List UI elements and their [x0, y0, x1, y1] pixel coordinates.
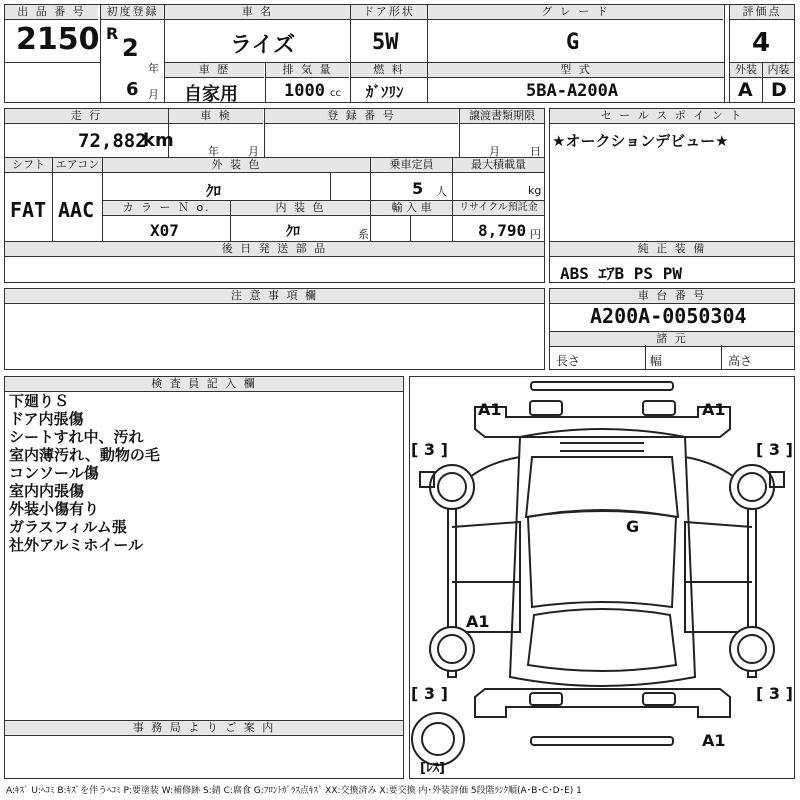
sales-value: ★オークションデビュー★ — [552, 132, 729, 150]
score-label: 評価点 — [730, 5, 794, 20]
max-load-label: 最大積載量 — [453, 158, 544, 173]
year-value: 2 — [122, 34, 139, 62]
ac-value: AAC — [58, 198, 95, 222]
fuel-value: ｶﾞｿﾘﾝ — [366, 83, 404, 101]
inspector-notes — [9, 392, 160, 554]
interior-color-unit: 系 — [358, 228, 369, 241]
displacement-label: 排 気 量 — [266, 63, 349, 78]
shift-value: FAT — [10, 198, 47, 222]
inspector-line: 室内薄汚れ、動物の毛 — [9, 446, 160, 464]
int-value: D — [771, 79, 787, 101]
interior-color-value: ｸﾛ — [286, 224, 300, 240]
capacity-unit: 人 — [436, 185, 447, 198]
transfer-day: 日 — [530, 145, 541, 158]
mileage-label: 走 行 — [5, 109, 168, 124]
height-label: 高さ — [728, 354, 753, 368]
ext-value: A — [738, 79, 753, 101]
diagram-mark: [ 3 ] — [411, 440, 448, 459]
inspection-year: 年 — [208, 145, 219, 158]
inspector-line: 外装小傷有り — [9, 500, 100, 518]
door-value: 5W — [372, 30, 399, 55]
office-label: 事 務 局 よ り ご 案 内 — [5, 721, 403, 736]
lot-value: 2150 — [16, 22, 100, 57]
reg-no-label: 登 録 番 号 — [265, 109, 458, 124]
history-label: 車 歴 — [165, 63, 264, 78]
interior-color-label: 内 装 色 — [231, 201, 370, 216]
inspector-line: シートすれ中、汚れ — [9, 428, 144, 446]
legend: A:ｷｽﾞ U:ﾍｺﾐ B:ｷｽﾞを伴うﾍｺﾐ P:要塗装 W:補修跡 S:錆 C:腐食 G:ﾌﾛﾝﾄｶﾞﾗｽ点ｷｽﾞ XX:交換済み X:要交換 内･外装評価 5段階ﾗﾝｸ順(A･B･C･D･E) 1 — [6, 786, 582, 796]
inspector-line: コンソール傷 — [9, 464, 99, 482]
fuel-label: 燃 料 — [351, 63, 427, 78]
genuine-value: ABS ｴｱB PS PW — [560, 264, 682, 283]
car-name-value: ライズ — [230, 33, 296, 58]
diagram-mark: [ 3 ] — [411, 684, 448, 703]
inspection-label: 車 検 — [169, 109, 263, 124]
inspector-label: 検 査 員 記 入 欄 — [5, 377, 403, 392]
displacement-value: 1000 — [284, 81, 325, 101]
name-label: 車 名 — [165, 5, 350, 20]
model-label: 型 式 — [428, 63, 724, 78]
transfer-label: 譲渡書類期限 — [460, 109, 544, 124]
chassis-label: 車 台 番 号 — [550, 289, 794, 304]
damage-diagram — [409, 376, 795, 779]
parts-label: 後 日 発 送 部 品 — [5, 242, 544, 257]
history-value: 自家用 — [184, 84, 238, 105]
inspection-month: 月 — [248, 145, 259, 158]
year-unit: 年 — [148, 62, 159, 75]
diagram-mark: [ 3 ] — [756, 684, 793, 703]
recycle-unit: 円 — [530, 228, 541, 241]
color-no-label: カ ラ ー Ｎ o. — [103, 201, 230, 216]
ext-label: 外装 — [730, 63, 762, 78]
chassis-value: A200A-0050304 — [590, 304, 747, 328]
diagram-mark: A1 — [702, 400, 726, 419]
inspector-line: 下廻りＳ — [9, 392, 70, 410]
sales-label: セ ー ル ス ポ イ ン ト — [550, 109, 794, 124]
first-reg-label: 初度登録 — [101, 5, 164, 20]
month-unit: 月 — [148, 88, 159, 101]
capacity-label: 乗車定員 — [371, 158, 452, 173]
diagram-mark: [ﾚｽ] — [420, 761, 445, 776]
ac-label: エアコン — [53, 158, 102, 173]
month-value: 6 — [126, 79, 139, 100]
diagram-mark: [ 3 ] — [756, 440, 793, 459]
diagram-mark: G — [626, 517, 640, 536]
recycle-value: 8,790 — [478, 221, 527, 240]
genuine-label: 純 正 装 備 — [550, 242, 794, 257]
mileage-value: 72,882 — [78, 130, 147, 152]
length-label: 長さ — [556, 354, 581, 368]
color-no-value: X07 — [150, 221, 179, 240]
displacement-unit: cc — [330, 88, 341, 99]
diagram-mark: A1 — [466, 612, 490, 631]
inspector-line: 社外アルミホイール — [9, 536, 144, 554]
max-load-unit: kg — [528, 184, 542, 197]
recycle-label: リサイクル預託金 — [453, 201, 544, 216]
inspector-line: 室内内張傷 — [9, 482, 85, 500]
caution-label: 注 意 事 項 欄 — [5, 289, 544, 304]
spec-label: 諸 元 — [550, 331, 794, 347]
diagram-mark: A1 — [478, 400, 502, 419]
lot-label: 出 品 番 号 — [5, 5, 98, 20]
model-value: 5BA-A200A — [526, 81, 619, 101]
import-label: 輸 入 車 — [371, 201, 452, 216]
exterior-color-value: ｸﾛ — [206, 182, 222, 200]
door-label: ドア形状 — [351, 5, 427, 20]
score-value: 4 — [752, 28, 771, 58]
exterior-color-label: 外 装 色 — [103, 158, 370, 173]
diagram-mark: A1 — [702, 731, 726, 750]
width-label: 幅 — [650, 354, 663, 368]
mileage-unit: km — [143, 130, 174, 151]
grade-label: グ レ ー ド — [428, 5, 723, 20]
grade-value: G — [566, 30, 580, 55]
transfer-month: 月 — [489, 145, 500, 158]
shift-label: シフト — [5, 158, 52, 173]
capacity-value: 5 — [412, 179, 424, 198]
era-value: R — [106, 24, 119, 43]
int-label: 内装 — [763, 63, 794, 78]
inspector-line: ドア内張傷 — [9, 410, 84, 428]
inspector-line: ガラスフィルム張 — [9, 518, 127, 536]
